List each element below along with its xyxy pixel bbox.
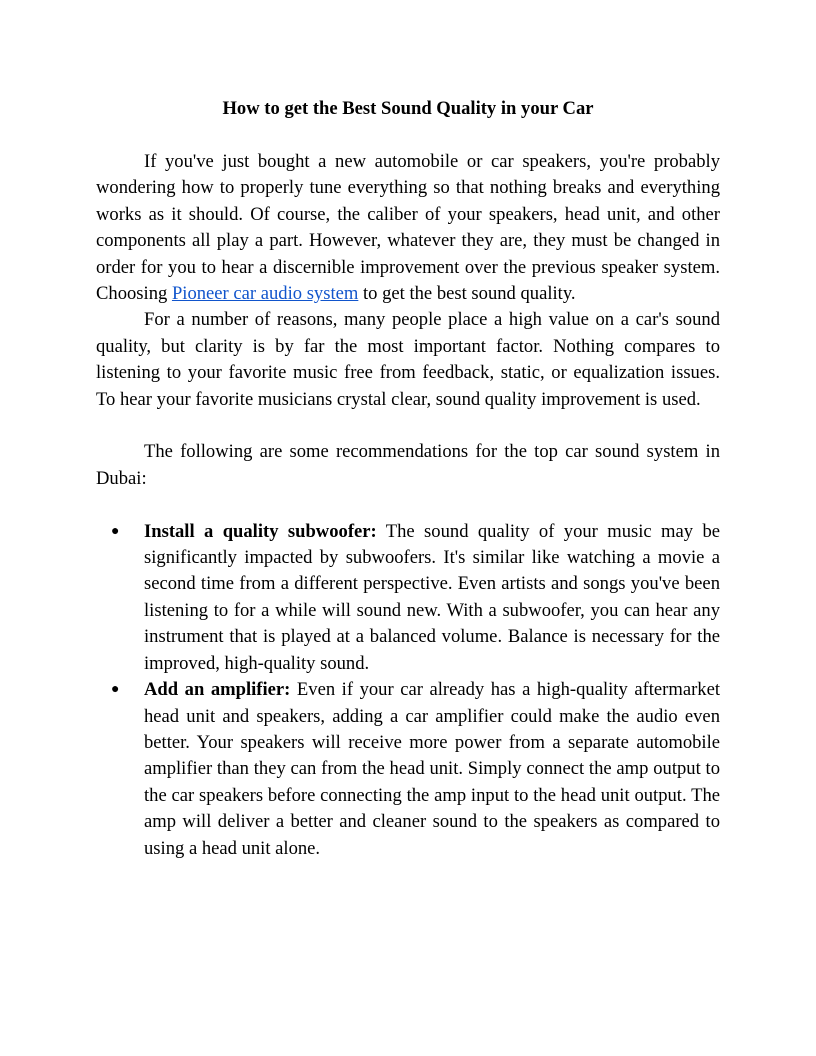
- recommendations-intro-paragraph: The following are some recommendations for the top car sound system in Dubai:: [96, 441, 720, 489]
- list-item: [96, 519, 720, 677]
- list-item: [96, 677, 720, 862]
- list-item-text: Even if your car already has a high-quality aftermarket head unit and speakers, adding a car amplifier could make the audio even better. Your speakers will receive more power from a separate automobile amplifier than they can from the head unit. Simply connect the amp output to the car speakers before connecting the amp input to the head unit output. The amp will deliver a better and cleaner sound to the speakers as compared to using a head unit alone.: [144, 679, 721, 859]
- page-title: How to get the Best Sound Quality in your Car: [222, 98, 594, 119]
- pioneer-car-audio-link[interactable]: Pioneer car audio system: [171, 283, 359, 305]
- bullet-icon: ●: [111, 682, 120, 698]
- bullet-icon: ●: [111, 523, 120, 539]
- intro-text-before-link: If you've just bought a new automobile or car speakers, you're probably wondering how to properly tune everything so that nothing breaks and everything works as it should. Of course, the caliber of your speakers, head unit, and other components all play a part. However, whatever they are, they must be changed in order for you to hear a discernible improvement over the previous speaker system. Choosing: [96, 151, 720, 305]
- paragraph-spacer: [96, 413, 720, 439]
- document-body: [96, 149, 720, 862]
- clarity-paragraph: For a number of reasons, many people place a high value on a car's sound quality, but clarity is by far the most important factor. Nothing compares to listening to your favorite music free from feedback, static, or equalization issues. To hear your favorite musicians crystal clear, sound quality improvement is used.: [96, 309, 720, 410]
- list-item-lead: Install a quality subwoofer:: [144, 520, 377, 542]
- paragraph-spacer: [96, 492, 720, 518]
- recommendations-list: [96, 519, 720, 862]
- intro-text-after-link: to get the best sound quality.: [358, 283, 576, 305]
- list-item-text: The sound quality of your music may be significantly impacted by subwoofers. It's similar like watching a movie a second time from a different perspective. Even artists and songs you've been listening to for a while will sound new. With a subwoofer, you can hear any instrument that is played at a balanced volume. Balance is necessary for the improved, high-quality sound.: [144, 520, 720, 674]
- intro-paragraph: [96, 149, 720, 307]
- list-item-lead: Add an amplifier:: [144, 679, 291, 701]
